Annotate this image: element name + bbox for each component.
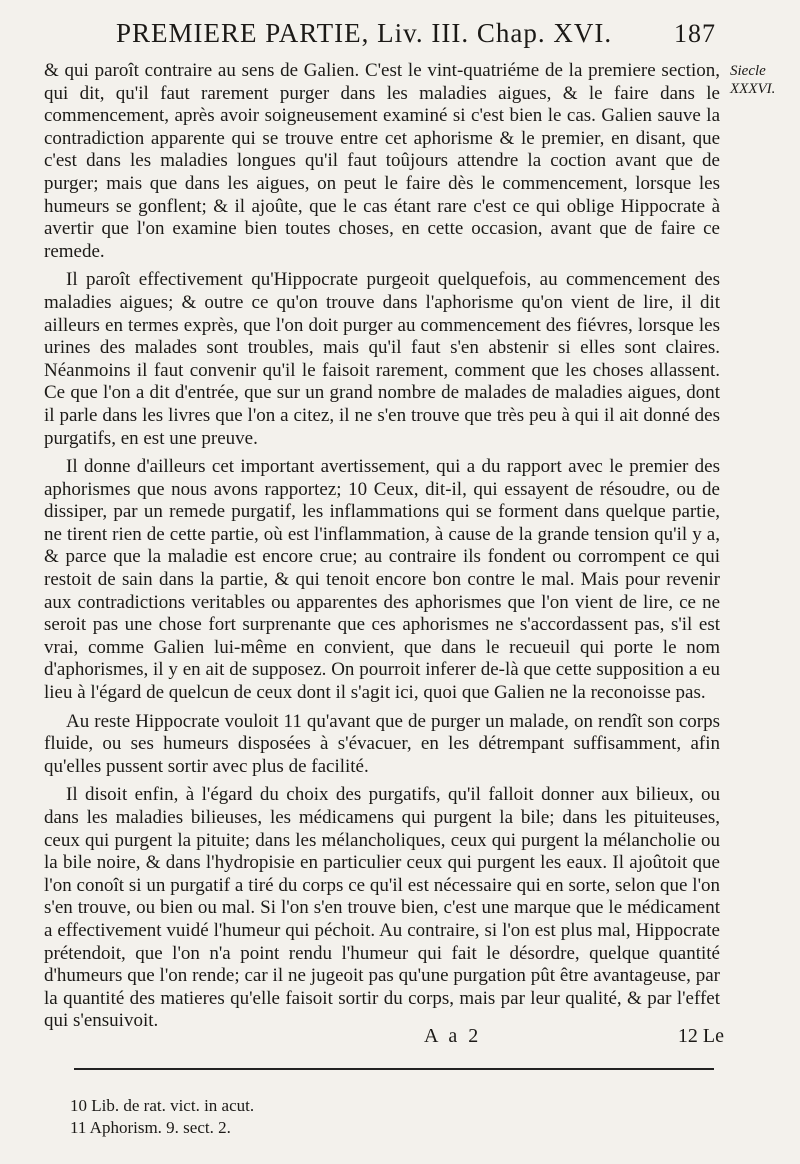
paragraph: Il paroît effectivement qu'Hippocrate purgeoit quelquefois, au commencement des maladies aigues; & outre ce qu'on trouve dans l'aphorisme qu'on vient de lire, il dit ailleurs en termes exprès, que l'on doit purger au commencement des fiévres, lorsque les urines des malades sont troubles, mais qu'il faut s'en abstenir si elles sont claires. Néanmoins il faut convenir qu'il le faisoit rarement, comment que les choses allassent. Ce que l'on a dit d'entrée, que sur un grand nombre de malades de maladies aigues, dont il parle dans les livres que l'on a citez, il ne s'en trouve que très peu à qui il ait donné des purgatifs, en est une preuve. — [44, 269, 720, 449]
paragraph: Au reste Hippocrate vouloit 11 qu'avant que de purger un malade, on rendît son corps fluide, ou ses humeurs disposées à s'évacuer, en les détrempant suffisamment, afin qu'elles pussent sortir avec plus de facilité. — [44, 710, 720, 777]
running-header — [116, 18, 716, 49]
footnote: 10 Lib. de rat. vict. in acut. — [70, 1096, 255, 1115]
paragraph: Il donne d'ailleurs cet important avertissement, qui a du rapport avec le premier des aphorismes que nous avons rapportez; 10 Ceux, dit-il, qui essayent de résoudre, ou de dissiper, par un remede purgatif, les inflammations qui se forment dans quelque partie, ne tirent rien de cette partie, où est l'inflammation, à cause de la grande tension qu'il y a, & parce que la maladie est encore crue; au contraire ils fondent ou corrompent ce qui restoit de sain dans la partie, & qui tenoit encore bon contre le mal. Mais pour revenir aux contradictions veritables ou apparentes des aphorismes que l'on vient de lire, ce ne seroit pas une chose fort surprenante que ces aphorismes ne s'accordassent pas, s'il est vrai, comme Galien lui-même en convient, que dans le recueuil qui porte le nom d'aphorismes, il y en ait de supposez. On pourroit inferer de-là que cette supposition a eu lieu à l'égard de quelcun de ceux dont il s'agit ici, quoi que Galien ne la reconoisse pas. — [44, 456, 720, 704]
paragraph: & qui paroît contraire au sens de Galien. C'est le vint-quatriéme de la premiere section, qui dit, qu'il faut rarement purger dans les maladies aigues, & le faire dans le commencement, après avoir soigneusement examiné si c'est bien le cas. Galien sauve la contradiction apparente qui se trouve entre cet aphorisme & le premier, en disant, que c'est dans les maladies longues qu'il faut toûjours attendre la coction avant que de purger; mais que dans les aigues, on peut le faire dès le commencement, lorsque les humeurs se gonflent; & il ajoûte, que le cas étant rare c'est ce qui oblige Hippocrate à avertir que l'on examine bien toutes choses, en cette occasion, avant que de faire ce remede. — [44, 60, 720, 262]
page-number: 187 — [674, 19, 716, 48]
catchword: 12 Le — [677, 1025, 724, 1047]
paragraph: Il disoit enfin, à l'égard du choix des purgatifs, qu'il falloit donner aux bilieux, ou dans les maladies bilieuses, les médicamens qui purgent la bile; dans les pituiteuses, ceux qui purgent la pituite; dans les mélancholiques, ceux qui purgent la mélancholie ou la bile noire, & dans l'hydropisie en particulier ceux qui purgent les eaux. Il ajoûtoit que l'on conoît si un purgatif a tiré du corps ce qu'il est nécessaire qui en sorte, selon que l'on s'en trouve, ou bien ou mal. Si l'on s'en trouve bien, c'est une marque que le médicament a effectivement vuidé l'humeur qui péchoit. Au contraire, si l'on est plus mal, Hippocrate prétendoit, que l'on n'a point rendu l'humeur qui fait le désordre, quelque quantité d'humeurs que l'on rende; car il ne jugeoit pas qu'une purgation pût être avantageuse, par la quantité des matieres qu'elle faisoit sortir du corps, mais par leur qualité, & par l'effet qui s'ensuivoit. — [44, 784, 720, 1032]
running-title: PREMIERE PARTIE, Liv. III. Chap. XVI. — [116, 18, 613, 48]
footnotes — [70, 1095, 254, 1139]
footnote-rule — [74, 1068, 714, 1070]
footnote: 11 Aphorism. 9. sect. 2. — [70, 1118, 231, 1137]
body-text — [44, 60, 720, 1039]
margin-note: Siecle XXXVI. — [730, 63, 776, 97]
signature-mark: A a 2 — [424, 1025, 482, 1047]
